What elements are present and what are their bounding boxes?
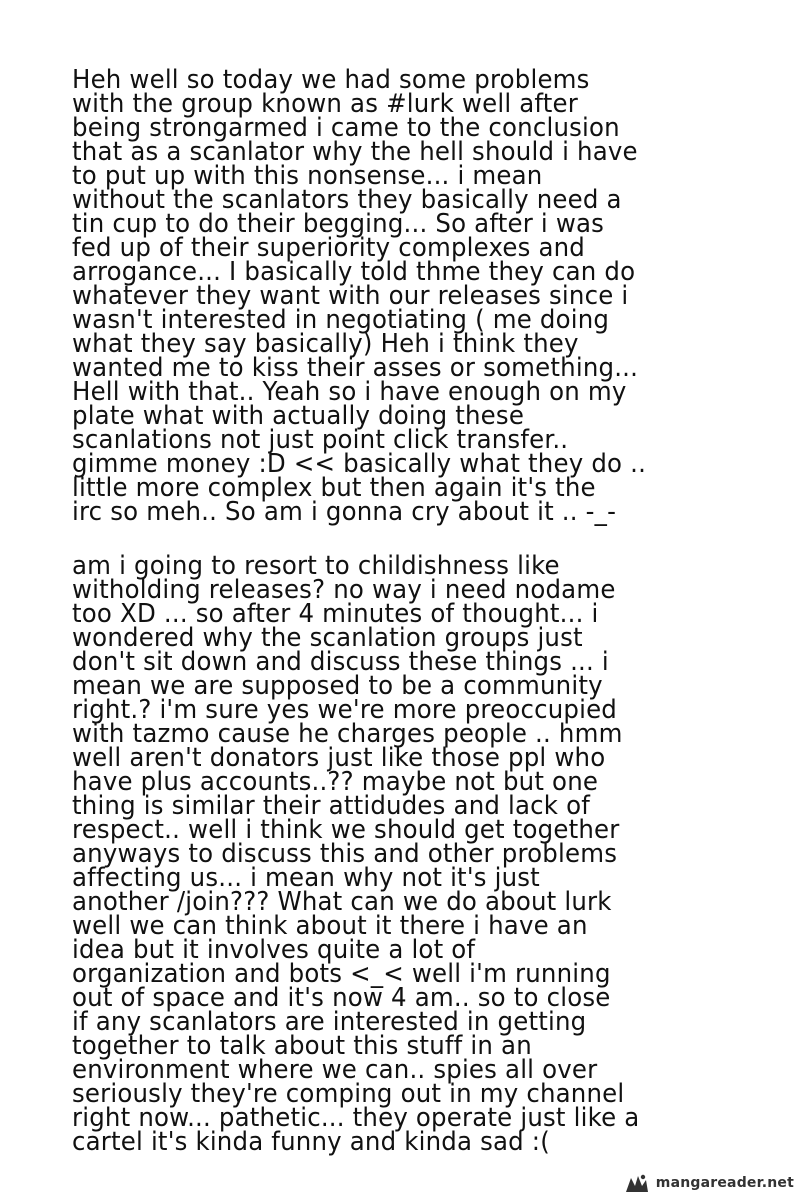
note-paragraph-2	[72, 551, 732, 1157]
note-line: together to talk about this stuff in an	[72, 1031, 532, 1061]
note-line: affecting us... i mean why not it's just	[72, 863, 540, 893]
note-line: tin cup to do their begging... So after i was	[72, 209, 605, 239]
note-line: cartel it's kinda funny and kinda sad :(	[72, 1127, 550, 1157]
note-line: being strongarmed i came to the conclusion	[72, 113, 620, 143]
note-line: Hell with that.. Yeah so i have enough on my	[72, 377, 627, 407]
note-line: what they say basically) Heh i think they	[72, 329, 579, 359]
handwritten-note	[72, 65, 732, 1157]
note-line: whatever they want with our releases since i	[72, 281, 629, 311]
note-line: to put up with this nonsense... i mean	[72, 161, 543, 191]
note-line: mean we are supposed to be a community	[72, 671, 603, 701]
mangareader-logo-icon	[624, 1172, 650, 1194]
note-paragraph-1	[72, 65, 732, 527]
note-line: wasn't interested in negotiating ( me doing	[72, 305, 610, 335]
note-line: scanlations not just point click transfer..	[72, 425, 569, 455]
note-line: with the group known as #lurk well after	[72, 89, 579, 119]
note-line: am i going to resort to childishness like	[72, 551, 560, 581]
note-line: don't sit down and discuss these things ... i	[72, 647, 609, 677]
note-line: Heh well so today we had some problems	[72, 65, 590, 95]
note-line: environment where we can.. spies all over	[72, 1055, 598, 1085]
note-line: that as a scanlator why the hell should i have	[72, 137, 638, 167]
watermark-text: mangareader.net	[655, 1175, 794, 1191]
note-line: gimme money :D << basically what they do ..	[72, 449, 647, 479]
note-line: wanted me to kiss their asses or something...	[72, 353, 639, 383]
note-line: with tazmo cause he charges people .. hmm	[72, 719, 623, 749]
note-line: another /join??? What can we do about lurk	[72, 887, 612, 917]
note-line: fed up of their superiority complexes and	[72, 233, 586, 263]
note-line: little more complex but then again it's the	[72, 473, 596, 503]
note-line: anyways to discuss this and other problems	[72, 839, 618, 869]
note-line: right now... pathetic... they operate just like a	[72, 1103, 640, 1133]
note-line: well we can think about it there i have an	[72, 911, 588, 941]
note-line: right.? i'm sure yes we're more preoccupied	[72, 695, 618, 725]
note-line: plate what with actually doing these	[72, 401, 525, 431]
note-line: have plus accounts..?? maybe not but one	[72, 767, 599, 797]
watermark	[624, 1172, 794, 1194]
note-line: seriously they're comping out in my channel	[72, 1079, 625, 1109]
note-line: thing is similar their attidudes and lack of	[72, 791, 591, 821]
note-line: idea but it involves quite a lot of	[72, 935, 476, 965]
note-line: wondered why the scanlation groups just	[72, 623, 583, 653]
note-line: if any scanlators are interested in getting	[72, 1007, 587, 1037]
note-line: organization and bots <_< well i'm running	[72, 959, 611, 989]
paragraph-gap	[72, 524, 732, 554]
note-line: irc so meh.. So am i gonna cry about it .. -_-	[72, 497, 617, 527]
note-line: well aren't donators just like those ppl who	[72, 743, 606, 773]
note-line: respect.. well i think we should get together	[72, 815, 620, 845]
note-line: too XD ... so after 4 minutes of thought... i	[72, 599, 599, 629]
note-line: witholding releases? no way i need nodame	[72, 575, 616, 605]
note-line: arrogance... I basically told thme they can do	[72, 257, 636, 287]
note-line: out of space and it's now 4 am.. so to close	[72, 983, 611, 1013]
note-line: without the scanlators they basically need a	[72, 185, 622, 215]
